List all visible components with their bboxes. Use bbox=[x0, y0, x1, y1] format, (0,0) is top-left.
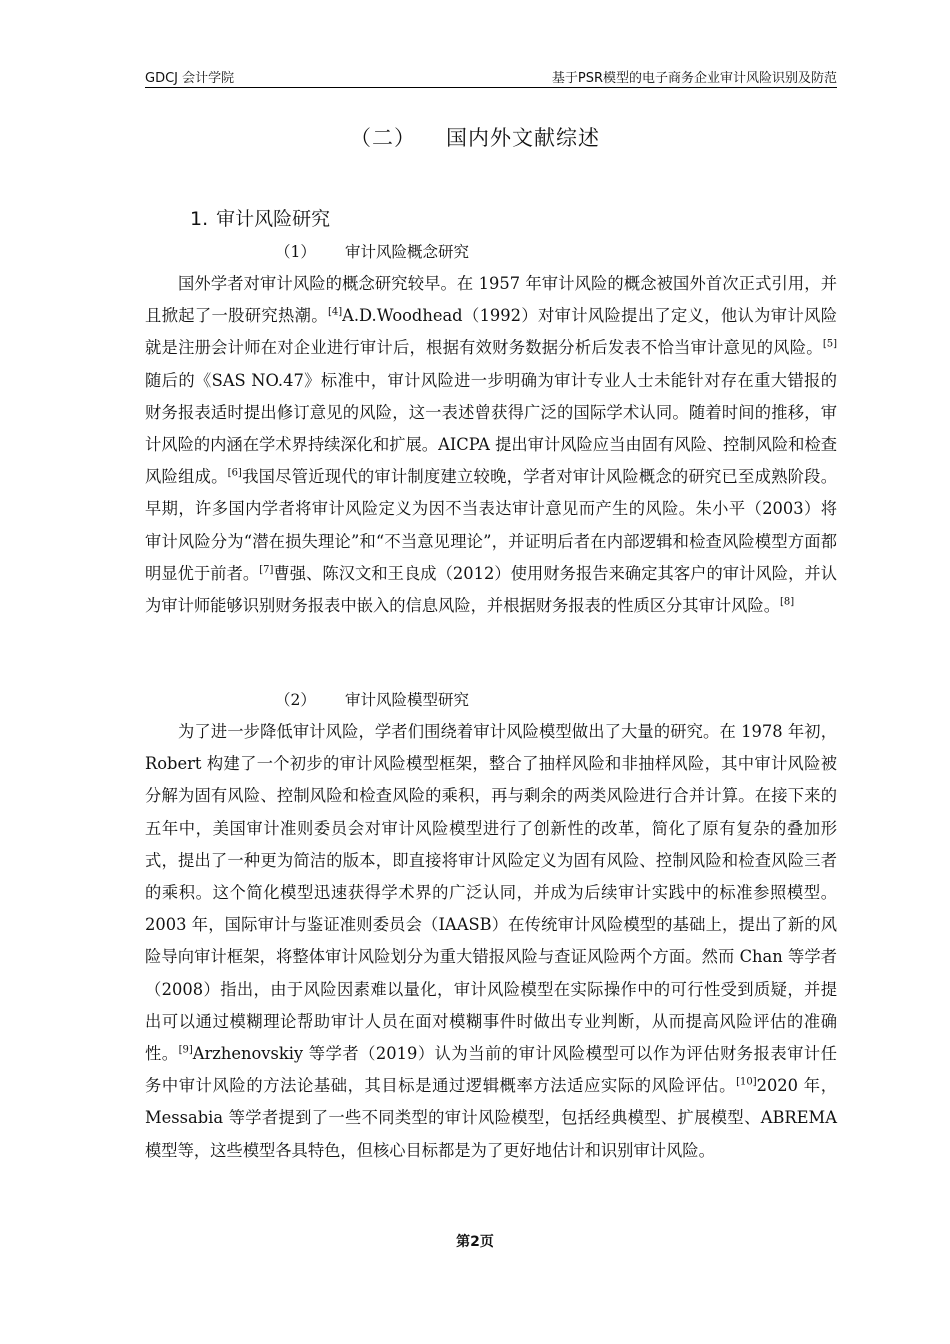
subsection-number: 1. bbox=[190, 208, 209, 230]
page-header bbox=[145, 65, 837, 88]
citation: [8] bbox=[779, 596, 795, 608]
section-number: （二） bbox=[350, 126, 416, 150]
minor-number: （2） bbox=[275, 691, 316, 709]
para-text: 为了进一步降低审计风险，学者们围绕着审计风险模型做出了大量的研究。在 1978 年初，Robert 构建了一个初步的审计风险模型框架，整合了抽样风险和非抽样风险，其中审计风险被分解为固有风险、控制风险和检查风险的乘积，再与剩余的两类风险进行合并计算。在接下来的五年中，美国审计准则委员会对审计风险模型进行了创新性的改革，简化了原有复杂的叠加形式，提出了一种更为简洁的版本，即直接将审计风险定义为固有风险、控制风险和检查风险三者的乘积。这个简化模型迅速获得学术界的广泛认同，并成为后续审计实践中的标准参照模型。2003 年，国际审计与鉴证准则委员会（IAASB）在传统审计风险模型的基础上，提出了新的风险导向审计框架，将整体审计风险划分为重大错报风险与查证风险两个方面。然而 Chan 等学者（2008）指出，由于风险因素难以量化，审计风险模型在实际操作中的可行性受到质疑，并提出可以通过模糊理论帮助审计人员在面对模糊事件时做出专业判断，从而提高风险评估的准确性。 bbox=[145, 722, 837, 1064]
para-text: 随后的《SAS NO.47》标准中，审计风险进一步明确为审计专业人士未能针对存在重大错报的财务报表适时提出修订意见的风险，这一表述曾获得广泛的国际学术认同。随着时间的推移，审计风险的内涵在学术界持续深化和扩展。AICPA 提出审计风险应当由固有风险、控制风险和检查风险组成。 bbox=[145, 370, 838, 487]
para-text: A.D.Woodhead（1992）对审计风险提出了定义，他认为审计风险就是注册会计师在对企业进行审计后，根据有效财务数据分析后发表不恰当审计意见的风险。 bbox=[145, 306, 837, 358]
paragraph-audit-risk-model bbox=[145, 716, 837, 1167]
para-text: 2020 年，Messabia 等学者提到了一些不同类型的审计风险模型，包括经典模型、扩展模型、ABREMA 模型等，这些模型各具特色，但核心目标都是为了更好地估计和识别审计风险。 bbox=[145, 1076, 837, 1160]
header-school: GDCJ 会计学院 bbox=[145, 71, 235, 86]
para-text: Arzhenovskiy 等学者（2019）认为当前的审计风险模型可以作为评估财务报表审计任务中审计风险的方法论基础，其目标是通过逻辑概率方法适应实际的风险评估。 bbox=[145, 1044, 837, 1096]
section-title: 国内外文献综述 bbox=[446, 126, 600, 150]
header-thesis-title: 基于PSR模型的电子商务企业审计风险识别及防范 bbox=[551, 71, 837, 86]
paragraph-audit-risk-concept bbox=[145, 268, 837, 622]
citation: [6] bbox=[227, 467, 242, 479]
minor-number: （1） bbox=[275, 243, 316, 261]
citation: [10] bbox=[736, 1076, 757, 1088]
subsection-title: 审计风险研究 bbox=[216, 208, 331, 230]
citation: [4] bbox=[327, 306, 343, 318]
minor-heading-2 bbox=[275, 688, 469, 710]
section-heading bbox=[0, 122, 950, 152]
citation: [9] bbox=[178, 1044, 193, 1056]
subsection-heading bbox=[190, 204, 330, 231]
page-number: 第2页 bbox=[456, 1234, 494, 1250]
para-text: 我国尽管近现代的审计制度建立较晚，学者对审计风险概念的研究已至成熟阶段。早期，许多国内学者将审计风险定义为因不当表达审计意见而产生的风险。朱小平（2003）将审计风险分为“潜在损失理论”和“不当意见理论”，并证明后者在内部逻辑和检查风险模型方面都明显优于前者。 bbox=[145, 467, 837, 583]
para-text: 曹强、陈汉文和王良成（2012）使用财务报告来确定其客户的审计风险，并认为审计师能够识别财务报表中嵌入的信息风险，并根据财务报表的性质区分其审计风险。 bbox=[145, 563, 837, 616]
citation: [5] bbox=[822, 338, 837, 350]
minor-title: 审计风险概念研究 bbox=[345, 243, 470, 261]
citation: [7] bbox=[259, 564, 274, 576]
minor-title: 审计风险模型研究 bbox=[345, 691, 470, 709]
minor-heading-1 bbox=[275, 240, 469, 262]
para-text: 国外学者对审计风险的概念研究较早。在 1957 年审计风险的概念被国外首次正式引用，并且掀起了一股研究热潮。 bbox=[145, 274, 837, 326]
